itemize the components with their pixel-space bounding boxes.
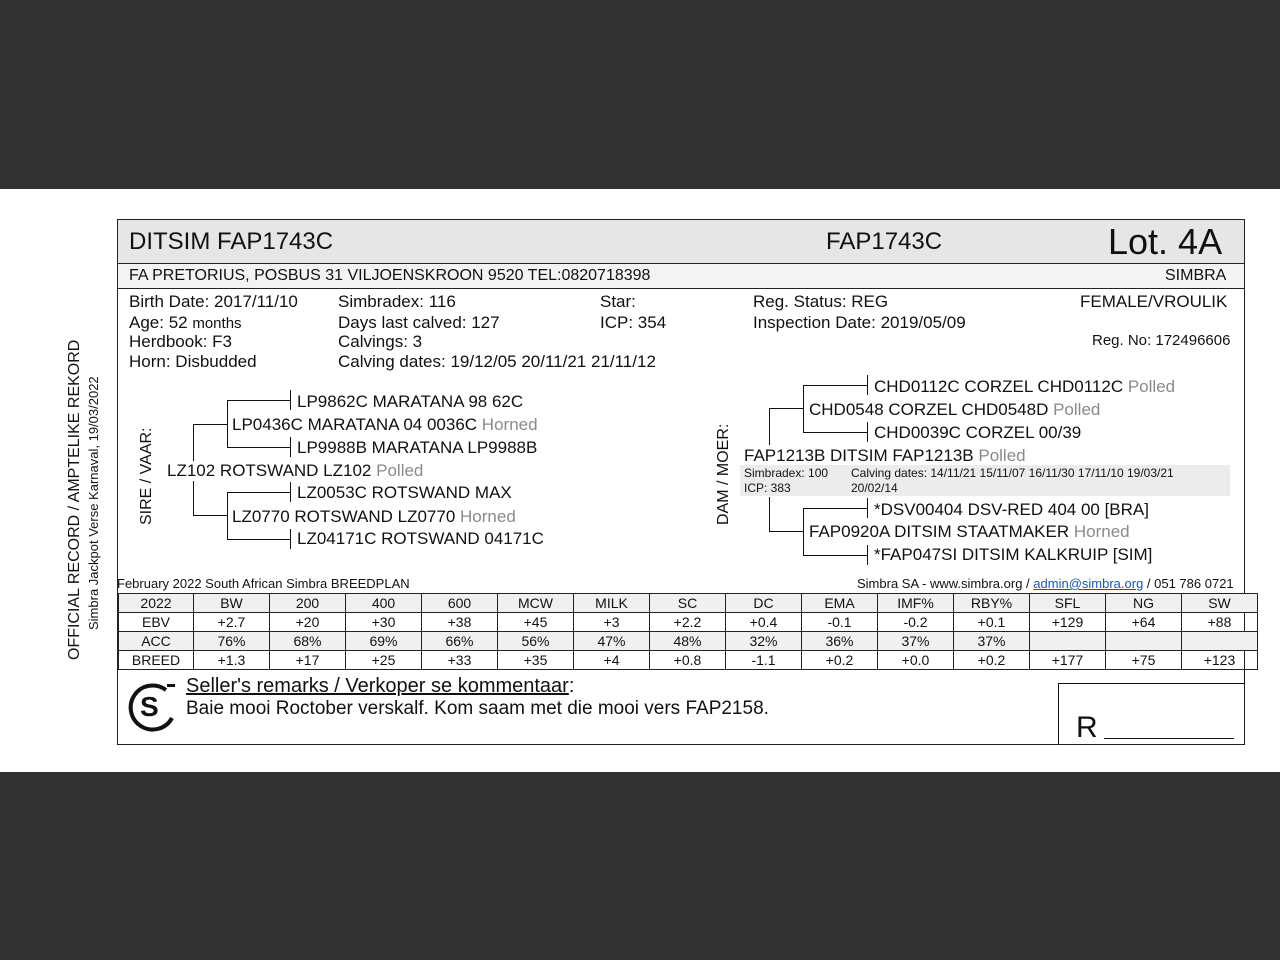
table-cell: EBV — [119, 613, 194, 632]
table-header: SW — [1182, 594, 1258, 613]
ds-bracket-bottom — [803, 432, 867, 433]
table-header: BW — [194, 594, 270, 613]
table-cell: 47% — [574, 632, 650, 651]
table-cell: 32% — [726, 632, 802, 651]
sire-label: SIRE / VAAR: — [138, 427, 155, 525]
table-cell: +0.1 — [954, 613, 1030, 632]
table-cell: +2.7 — [194, 613, 270, 632]
birth-date: Birth Date: 2017/11/10 — [129, 292, 298, 311]
dam-dam-dam: *FAP047SI DITSIM KALKRUIP [SIM] — [874, 545, 1153, 564]
table-cell: +38 — [422, 613, 498, 632]
dam-calving-dates: Calving dates: 14/11/21 15/11/07 16/11/30 17/11/10 19/03/21 — [851, 466, 1174, 480]
table-cell: +33 — [422, 651, 498, 670]
table-cell: -0.1 — [802, 613, 878, 632]
table-cell: +0.8 — [650, 651, 726, 670]
dsd-tick — [867, 422, 868, 442]
dam — [744, 446, 1026, 466]
table-cell: +0.2 — [802, 651, 878, 670]
dam-icp: ICP: 383 — [744, 481, 791, 495]
sire-name: LZ102 ROTSWAND LZ102 — [167, 461, 372, 480]
sire-horn: Polled — [376, 461, 424, 480]
sex: FEMALE/VROULIK — [1080, 292, 1228, 311]
ddd-tick — [867, 545, 868, 565]
table-cell: 66% — [422, 632, 498, 651]
table-cell: +2.2 — [650, 613, 726, 632]
table-cell — [1106, 632, 1182, 651]
sire-sire-horn: Horned — [481, 415, 538, 434]
table-header: EMA — [802, 594, 878, 613]
sire-sire-name: LP0436C MARATANA 04 0036C — [232, 415, 478, 434]
owner-info: FA PRETORIUS, POSBUS 31 VILJOENSKROON 9520 TEL:0820718398 — [129, 267, 651, 284]
table-cell: -0.2 — [878, 613, 954, 632]
price-box-divider — [1058, 683, 1059, 745]
breedplan-note: February 2022 South African Simbra BREEDPLAN — [117, 576, 410, 591]
table-cell: +17 — [270, 651, 346, 670]
svg-text:S: S — [140, 691, 159, 722]
table-cell: 69% — [346, 632, 422, 651]
price-box-top — [1058, 683, 1245, 684]
dd-bracket-top — [803, 508, 867, 509]
table-header: 200 — [270, 594, 346, 613]
dam-dam-horn: Horned — [1073, 522, 1130, 541]
price-entry-line[interactable] — [1104, 738, 1234, 739]
table-cell: +0.2 — [954, 651, 1030, 670]
table-cell: 56% — [498, 632, 574, 651]
remarks-colon: : — [568, 675, 575, 697]
days-last-calved: Days last calved: 127 — [338, 313, 500, 332]
table-header: IMF% — [878, 594, 954, 613]
ebv-table — [118, 593, 1258, 670]
table-cell: 36% — [802, 632, 878, 651]
dd-bracket-bottom — [803, 555, 867, 556]
sd-bracket-top — [227, 492, 291, 493]
table-cell: +1.3 — [194, 651, 270, 670]
table-header: NG — [1106, 594, 1182, 613]
table-header: MILK — [574, 594, 650, 613]
contact-line — [857, 576, 1234, 591]
dam-sire-sire-name: CHD0112C CORZEL CHD0112C — [874, 377, 1124, 396]
table-cell — [1030, 632, 1106, 651]
simbra-logo-icon — [126, 678, 178, 734]
reg-number: Reg. No: 172496606 — [1092, 332, 1231, 349]
table-header: SC — [650, 594, 726, 613]
table-cell: 68% — [270, 632, 346, 651]
dam-sire — [809, 400, 1100, 420]
horn-status: Horn: Disbudded — [129, 352, 257, 371]
inspection-date: Inspection Date: 2019/05/09 — [753, 313, 966, 332]
age — [129, 313, 242, 333]
calvings: Calvings: 3 — [338, 332, 423, 351]
remarks-title: Seller's remarks / Verkoper se kommentaar — [186, 675, 569, 697]
sire-dam-sire: LZ0053C ROTSWAND MAX — [297, 483, 512, 502]
table-cell: -1.1 — [726, 651, 802, 670]
remarks-text: Baie mooi Roctober verskalf. Kom saam met die mooi vers FAP2158. — [186, 698, 769, 719]
dam-sire-sire-horn: Polled — [1127, 377, 1176, 396]
table-header: DC — [726, 594, 802, 613]
table-cell: +4 — [574, 651, 650, 670]
table-cell: 48% — [650, 632, 726, 651]
table-row-breed — [119, 651, 1258, 670]
sss-tick — [290, 390, 291, 410]
star: Star: — [600, 292, 636, 311]
table-row-acc — [119, 632, 1258, 651]
table-cell: +75 — [1106, 651, 1182, 670]
dam-simbradex: Simbradex: 100 — [744, 466, 829, 480]
ds-bracket-top — [803, 385, 867, 386]
dam-bracket-top-h — [769, 408, 803, 409]
dam-horn: Polled — [978, 446, 1026, 465]
dam-calving-dates-cont: 20/02/14 — [851, 481, 898, 495]
simbradex: Simbradex: 116 — [338, 292, 456, 311]
table-cell: +25 — [346, 651, 422, 670]
sd-bracket — [227, 492, 228, 539]
ss-bracket — [227, 400, 228, 447]
sire — [167, 461, 423, 481]
table-cell: +88 — [1182, 613, 1258, 632]
dam-sire-name: CHD0548 CORZEL CHD0548D — [809, 400, 1049, 419]
dam-sire-dam: CHD0039C CORZEL 00/39 — [874, 423, 1082, 442]
table-cell: ACC — [119, 632, 194, 651]
calving-dates: Calving dates: 19/12/05 20/11/21 21/11/12 — [338, 352, 656, 371]
email-link[interactable]: admin@simbra.org — [1033, 576, 1144, 591]
table-header: 400 — [346, 594, 422, 613]
ss-bracket-top — [227, 400, 291, 401]
table-cell: +45 — [498, 613, 574, 632]
breed-label: SIMBRA — [1165, 267, 1227, 284]
dam-name: FAP1213B DITSIM FAP1213B — [744, 446, 974, 465]
website-text: Simbra SA - www.simbra.org / — [857, 576, 1034, 591]
age-value: Age: 52 — [129, 313, 188, 332]
sire-sire-sire: LP9862C MARATANA 98 62C — [297, 392, 524, 411]
table-cell: 37% — [878, 632, 954, 651]
sire-sire — [232, 415, 538, 435]
sdd-tick — [290, 529, 291, 549]
lot-number: Lot. 4A — [1108, 221, 1223, 262]
official-record-label: OFFICIAL RECORD / AMPTELIKE REKORD — [66, 339, 83, 660]
icp: ICP: 354 — [600, 313, 667, 332]
dam-dam — [809, 522, 1130, 542]
dam-bracket-top — [769, 408, 770, 445]
table-row-header — [119, 594, 1258, 613]
sd-bracket-bottom — [227, 539, 291, 540]
price-label: R — [1076, 711, 1098, 744]
phone-text: / 051 786 0721 — [1143, 576, 1234, 591]
sire-sire-dam: LP9988B MARATANA LP9988B — [297, 438, 538, 457]
table-cell: +123 — [1182, 651, 1258, 670]
auction-note: Simbra Jackpot Verse Karnaval, 19/03/2022 — [86, 376, 101, 630]
table-cell: +129 — [1030, 613, 1106, 632]
dss-tick — [867, 375, 868, 395]
table-cell: +0.0 — [878, 651, 954, 670]
dds-tick — [867, 498, 868, 518]
animal-name: DITSIM FAP1743C — [129, 228, 334, 255]
sire-dam-horn: Horned — [460, 507, 516, 526]
dam-bracket-bottom-h — [769, 531, 803, 532]
dam-bracket-bottom — [769, 497, 770, 531]
ssd-tick — [290, 437, 291, 457]
table-cell: 37% — [954, 632, 1030, 651]
table-cell: +177 — [1030, 651, 1106, 670]
table-row-ebv — [119, 613, 1258, 632]
table-header: 2022 — [119, 594, 194, 613]
reg-status: Reg. Status: REG — [753, 292, 889, 311]
sire-dam-name: LZ0770 ROTSWAND LZ0770 — [232, 507, 456, 526]
table-cell: BREED — [119, 651, 194, 670]
sire-bracket-top — [193, 424, 227, 425]
table-cell: +30 — [346, 613, 422, 632]
table-cell: +64 — [1106, 613, 1182, 632]
dam-sire-sire — [874, 377, 1175, 397]
remarks-heading — [186, 675, 574, 698]
sds-tick — [290, 482, 291, 502]
dam-dam-sire: *DSV00404 DSV-RED 404 00 [BRA] — [874, 500, 1149, 519]
dd-bracket — [803, 508, 804, 555]
table-header: RBY% — [954, 594, 1030, 613]
table-cell: +20 — [270, 613, 346, 632]
table-header: MCW — [498, 594, 574, 613]
sire-dam-dam: LZ04171C ROTSWAND 04171C — [297, 529, 544, 548]
age-unit: months — [192, 315, 242, 332]
ss-bracket-bottom — [227, 447, 291, 448]
sire-bracket-bottom — [193, 515, 227, 516]
price-box-right — [1244, 670, 1245, 684]
dam-label: DAM / MOER: — [715, 423, 732, 525]
table-header: 600 — [422, 594, 498, 613]
table-cell: 76% — [194, 632, 270, 651]
table-cell: +0.4 — [726, 613, 802, 632]
dam-sire-horn: Polled — [1053, 400, 1101, 419]
sire-dam — [232, 507, 516, 527]
animal-id: FAP1743C — [826, 228, 943, 255]
table-header: SFL — [1030, 594, 1106, 613]
table-cell: +35 — [498, 651, 574, 670]
ds-bracket — [803, 385, 804, 432]
dam-dam-name: FAP0920A DITSIM STAATMAKER — [809, 522, 1070, 541]
table-cell — [1182, 632, 1258, 651]
table-cell: +3 — [574, 613, 650, 632]
herdbook: Herdbook: F3 — [129, 332, 232, 351]
